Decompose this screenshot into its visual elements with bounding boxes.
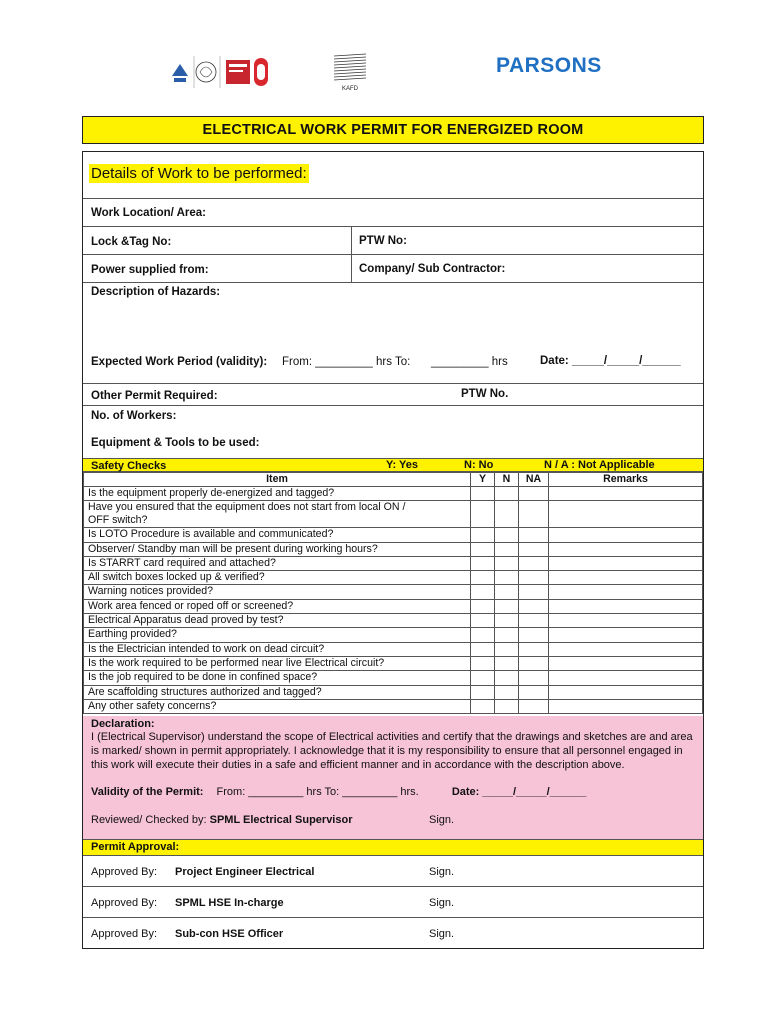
power-supplied-label: Power supplied from: (91, 264, 209, 276)
safety-check-item: Is LOTO Procedure is available and communicated? (84, 528, 471, 542)
check-y-cell[interactable] (471, 685, 495, 699)
safety-check-item: Are scaffolding structures authorized and tagged? (84, 685, 471, 699)
check-n-cell[interactable] (495, 487, 519, 501)
safety-checks-header (83, 458, 703, 472)
check-na-cell[interactable] (519, 599, 549, 613)
details-heading-row (83, 152, 703, 199)
check-n-cell[interactable] (495, 642, 519, 656)
ptw-no2-label: PTW No. (461, 388, 509, 400)
safety-check-row (84, 642, 703, 656)
safety-check-item: Any other safety concerns? (84, 699, 471, 713)
safety-check-text: Have you ensured that the equipment does not start from local ON / (88, 501, 406, 514)
col-remarks: Remarks (549, 473, 703, 487)
approval-row[interactable] (83, 887, 703, 918)
check-na-cell[interactable] (519, 487, 549, 501)
check-y-cell[interactable] (471, 528, 495, 542)
safety-check-row (84, 628, 703, 642)
remarks-cell[interactable] (549, 528, 703, 542)
validity-date: Date: _____/_____/______ (451, 786, 587, 798)
check-na-cell[interactable] (519, 542, 549, 556)
check-y-cell[interactable] (471, 642, 495, 656)
check-n-cell[interactable] (495, 685, 519, 699)
column-divider (351, 227, 352, 254)
reviewed-label: Reviewed/ Checked by: (91, 814, 207, 826)
check-n-cell[interactable] (495, 528, 519, 542)
check-n-cell[interactable] (495, 628, 519, 642)
safety-check-item: Warning notices provided? (84, 585, 471, 599)
safety-checks-table (83, 472, 703, 714)
remarks-cell[interactable] (549, 585, 703, 599)
approver-role: Project Engineer Electrical (175, 866, 315, 878)
col-n: N (495, 473, 519, 487)
safety-check-row (84, 585, 703, 599)
approval-row[interactable] (83, 856, 703, 887)
lock-tag-row[interactable] (83, 227, 703, 255)
other-permit-label: Other Permit Required: (91, 390, 218, 402)
check-na-cell[interactable] (519, 642, 549, 656)
safety-check-text: OFF switch? (88, 514, 148, 527)
kafd-text: KAFD (341, 86, 359, 92)
check-na-cell[interactable] (519, 585, 549, 599)
check-y-cell[interactable] (471, 542, 495, 556)
safety-check-row (84, 614, 703, 628)
safety-check-item: Is the equipment properly de-energized and tagged? (84, 487, 471, 501)
work-period-to: _________ hrs (431, 356, 508, 368)
safety-check-row (84, 599, 703, 613)
check-y-cell[interactable] (471, 501, 495, 528)
remarks-cell[interactable] (549, 556, 703, 570)
check-n-cell[interactable] (495, 599, 519, 613)
remarks-cell[interactable] (549, 685, 703, 699)
approved-by-label: Approved By: (91, 928, 158, 940)
check-n-cell[interactable] (495, 671, 519, 685)
work-period-date: Date: _____/_____/______ (540, 355, 681, 367)
hazards-label: Description of Hazards: (91, 286, 221, 298)
check-y-cell[interactable] (471, 628, 495, 642)
reviewed-row[interactable] (91, 814, 455, 826)
legend-no: N: No (464, 459, 494, 471)
workers-label: No. of Workers: (91, 410, 177, 422)
remarks-cell[interactable] (549, 571, 703, 585)
check-y-cell[interactable] (471, 671, 495, 685)
legend-na: N / A : Not Applicable (544, 459, 655, 471)
check-n-cell[interactable] (495, 556, 519, 570)
remarks-cell[interactable] (549, 628, 703, 642)
check-y-cell[interactable] (471, 487, 495, 501)
safety-check-item: Is the work required to be performed near live Electrical circuit? (84, 656, 471, 670)
remarks-cell[interactable] (549, 642, 703, 656)
check-na-cell[interactable] (519, 501, 549, 528)
col-item: Item (84, 473, 471, 487)
check-n-cell[interactable] (495, 542, 519, 556)
safety-check-row (84, 699, 703, 713)
safety-check-item: Is the Electrician intended to work on dead circuit? (84, 642, 471, 656)
approval-row[interactable] (83, 918, 703, 948)
details-heading: Details of Work to be performed: (91, 165, 307, 182)
remarks-cell[interactable] (549, 699, 703, 713)
client-logos-icon (168, 52, 272, 92)
safety-check-row (84, 556, 703, 570)
safety-checks-title: Safety Checks (91, 460, 167, 472)
remarks-cell[interactable] (549, 542, 703, 556)
equipment-row[interactable] (83, 430, 703, 458)
legend-yes: Y: Yes (386, 459, 419, 471)
approved-by-label: Approved By: (91, 866, 158, 878)
safety-check-item: Earthing provided? (84, 628, 471, 642)
check-n-cell[interactable] (495, 571, 519, 585)
equipment-label: Equipment & Tools to be used: (91, 437, 260, 449)
check-na-cell[interactable] (519, 528, 549, 542)
check-y-cell[interactable] (471, 599, 495, 613)
work-period-label (91, 356, 267, 368)
approval-sign: Sign. (429, 897, 455, 909)
power-company-row[interactable] (83, 255, 703, 283)
check-na-cell[interactable] (519, 699, 549, 713)
safety-check-item (84, 501, 471, 528)
check-n-cell[interactable] (495, 501, 519, 528)
approver-role: SPML HSE In-charge (175, 897, 284, 909)
remarks-cell[interactable] (549, 614, 703, 628)
permit-form (82, 151, 704, 949)
declaration-text: I (Electrical Supervisor) understand the scope of Electrical activities and certify that the drawings and sketches are and area is marked/ shown in permit appropriately. I acknowledge that it is my responsibility to ensure that all personnel engaged in this work will execute their duties in a safe and efficient manner and in accordance with the description above. (91, 731, 693, 771)
safety-check-row (84, 542, 703, 556)
safety-check-item: Observer/ Standby man will be present during working hours? (84, 542, 471, 556)
approved-by-label: Approved By: (91, 897, 158, 909)
approval-sign: Sign. (429, 866, 455, 878)
workers-row[interactable] (83, 406, 703, 430)
other-permit-row[interactable] (83, 384, 703, 406)
safety-check-row (84, 528, 703, 542)
remarks-cell[interactable] (549, 501, 703, 528)
hazards-row[interactable] (83, 283, 703, 338)
validity-row[interactable] (91, 786, 586, 798)
safety-check-item: Is the job required to be done in confined space? (84, 671, 471, 685)
safety-check-row (84, 571, 703, 585)
check-n-cell[interactable] (495, 656, 519, 670)
safety-table-header (84, 473, 703, 487)
check-y-cell[interactable] (471, 556, 495, 570)
work-period-title: Expected Work Period (validity): (91, 356, 268, 368)
remarks-cell[interactable] (549, 599, 703, 613)
safety-check-row (84, 671, 703, 685)
validity-from: From: _________ hrs To: _________ hrs. (216, 786, 419, 798)
lock-tag-label: Lock &Tag No: (91, 236, 172, 248)
permit-approval-title: Permit Approval: (91, 841, 180, 853)
permit-approval-header (83, 840, 703, 856)
work-period-from: From: _________ hrs To: (282, 356, 411, 368)
work-location-row[interactable] (83, 199, 703, 227)
check-y-cell[interactable] (471, 585, 495, 599)
safety-check-row (84, 685, 703, 699)
safety-check-item: All switch boxes locked up & verified? (84, 571, 471, 585)
check-na-cell[interactable] (519, 685, 549, 699)
approval-sign: Sign. (429, 928, 455, 940)
company-label: Company/ Sub Contractor: (359, 263, 506, 275)
check-n-cell[interactable] (495, 585, 519, 599)
parsons-logo: PARSONS (496, 54, 602, 77)
work-location-label: Work Location/ Area: (91, 207, 207, 219)
reviewed-sign: Sign. (429, 814, 455, 826)
check-y-cell[interactable] (471, 614, 495, 628)
check-y-cell[interactable] (471, 656, 495, 670)
validity-label: Validity of the Permit: (91, 786, 204, 798)
work-period-row[interactable] (83, 338, 703, 384)
check-na-cell[interactable] (519, 614, 549, 628)
safety-check-row (84, 656, 703, 670)
check-na-cell[interactable] (519, 556, 549, 570)
check-na-cell[interactable] (519, 571, 549, 585)
remarks-cell[interactable] (549, 487, 703, 501)
column-divider (351, 255, 352, 282)
check-na-cell[interactable] (519, 656, 549, 670)
declaration-section (83, 716, 703, 840)
check-y-cell[interactable] (471, 699, 495, 713)
declaration-title: Declaration: (91, 718, 155, 730)
check-n-cell[interactable] (495, 699, 519, 713)
header-logos (0, 48, 768, 96)
safety-check-row (84, 501, 703, 528)
ptw-no-label: PTW No: (359, 235, 407, 247)
safety-check-item: Work area fenced or roped off or screened? (84, 599, 471, 613)
remarks-cell[interactable] (549, 656, 703, 670)
safety-check-item: Electrical Apparatus dead proved by test? (84, 614, 471, 628)
form-title: ELECTRICAL WORK PERMIT FOR ENERGIZED ROOM (82, 116, 704, 144)
col-na: NA (519, 473, 549, 487)
check-n-cell[interactable] (495, 614, 519, 628)
approver-role: Sub-con HSE Officer (175, 928, 284, 940)
col-y: Y (471, 473, 495, 487)
kafd-logo-icon (330, 50, 370, 94)
safety-check-row (84, 487, 703, 501)
remarks-cell[interactable] (549, 671, 703, 685)
check-y-cell[interactable] (471, 571, 495, 585)
safety-check-item: Is STARRT card required and attached? (84, 556, 471, 570)
reviewed-role: SPML Electrical Supervisor (209, 814, 353, 826)
check-na-cell[interactable] (519, 628, 549, 642)
check-na-cell[interactable] (519, 671, 549, 685)
